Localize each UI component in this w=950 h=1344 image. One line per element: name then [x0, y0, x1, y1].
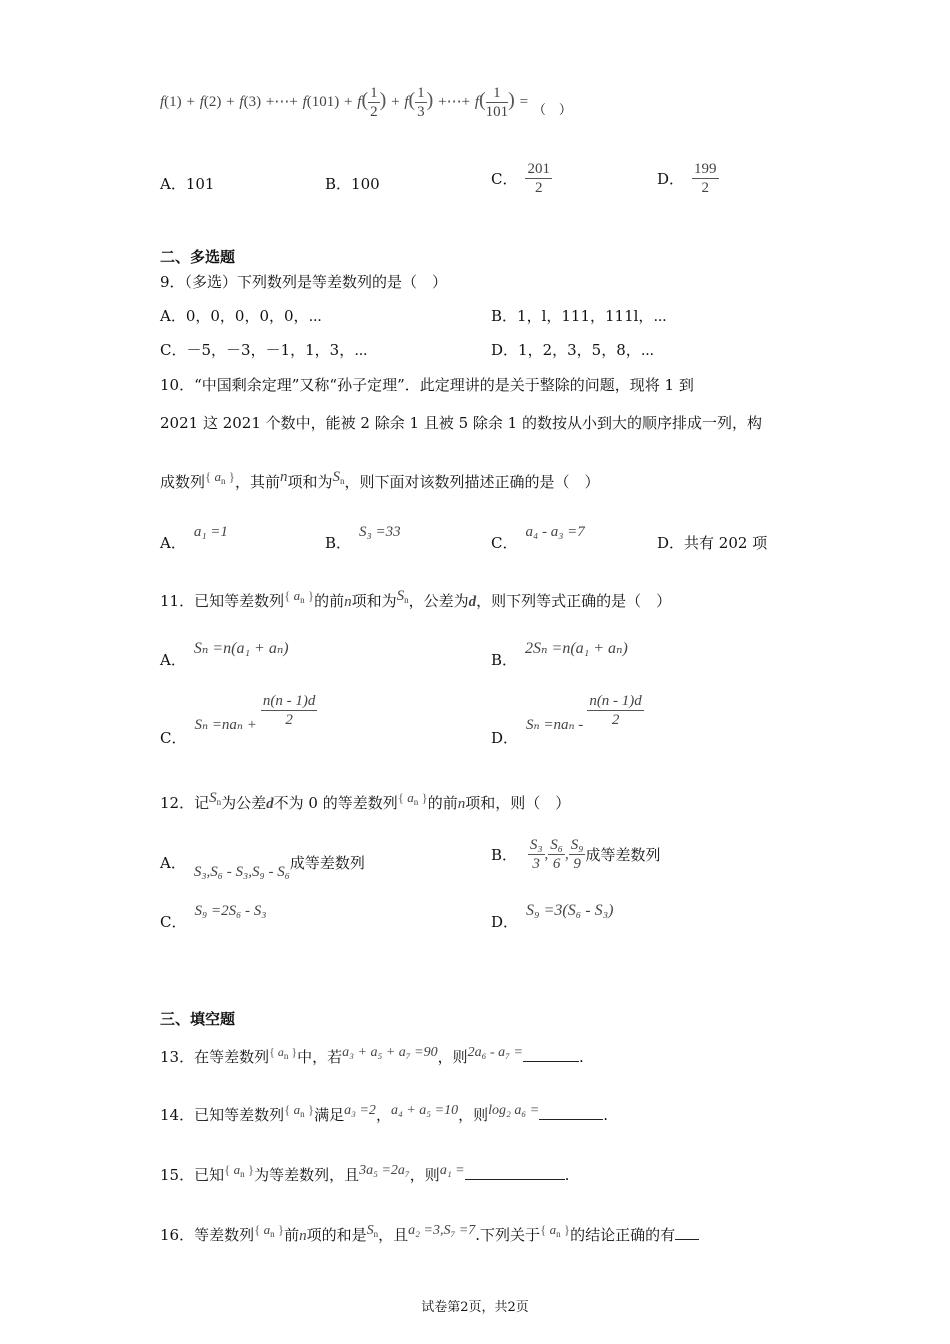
q8-option-a: A．101 — [160, 175, 215, 193]
q9-option-c: C．－5，－3，－1，1，3，⋯ — [160, 341, 368, 359]
q14-answer-blank[interactable] — [539, 1105, 603, 1120]
q8-expression: f(1) + f(2) + f(3) +⋯+ f(101) + f( $\frac{1}{2}$ ) + f( $\frac{1}{3}$ ) +⋯+ f( $\frac{1}{101}$ ) = （ ） — [160, 84, 572, 120]
q10-option-c: C．a₄ - a₃ =7 — [491, 524, 585, 552]
q16-answer-blank[interactable] — [675, 1225, 699, 1240]
q11-option-d: D．Sₙ =naₙ - $\frac{n(n - 1)d}{2}$ — [491, 693, 642, 747]
q10-option-d: D．共有 202 项 — [657, 534, 768, 552]
q16: 16．等差数列$^{\{ a_n \}}$前n项的和是$^{S_n}$，且$^{a_2 =3,S_7 =7}$.下列关于$^{\{ a_n \}}$的结论正确的有 — [160, 1214, 699, 1252]
fraction-1-3: $\frac{1}{3}$ — [417, 84, 425, 120]
q9-stem: 9．（多选）下列数列是等差数列的是（ ） — [160, 273, 448, 291]
q10-option-b: B．S₃ =33 — [325, 524, 401, 552]
q12-option-b: B． $\frac{\text{S₃}}{3}$ , $\frac{\text{S₆}}{6}$ , $\frac{\text{S₉}}{9}$ 成等差数列 — [491, 837, 661, 872]
q15-answer-blank[interactable] — [465, 1165, 565, 1180]
q13: 13．在等差数列$^{\{ a_n \}}$中，若$^{a_3 + a_5 + a_7 =90}$，则$^{2a_6 - a_7 =}$ . — [160, 1045, 584, 1066]
q10-line-1: 10．“中国剩余定理”又称“孙子定理”．此定理讲的是关于整除的问题，现将 1 到 — [160, 376, 694, 394]
q11-option-a: A．Sₙ =n(a₁ + aₙ) — [160, 640, 289, 669]
q9-option-a: A．0，0，0，0，0，⋯ — [160, 307, 323, 325]
q9-option-b: B．1，l，111，111l，⋯ — [491, 307, 667, 325]
q12-option-a: A． S₃,S₆ - S₃,S₉ - S₆成等差数列 — [160, 854, 365, 880]
fraction-1-2: $\frac{1}{2}$ — [370, 84, 378, 120]
q14: 14．已知等差数列$^{\{ a_n \}}$满足$^{a_3 =2}$，$^{a_4 + a_5 =10}$，则$^{log_2 a_6 =}$ . — [160, 1102, 608, 1124]
q13-answer-blank[interactable] — [523, 1047, 579, 1062]
q10-line-3: 成数列$^{\{ a_n \}}$，其前$^n$项和为$^{S_n}$，则下面对该数列描述正确的是（ ） — [160, 469, 600, 491]
q10-line-2: 2021 这 2021 个数中，能被 2 除余 1 且被 5 除余 1 的数按从小到大的顺序排成一列，构 — [160, 414, 762, 432]
q9-option-d: D．1，2，3，5，8，⋯ — [491, 341, 655, 359]
section-heading-fill-in: 三、填空题 — [160, 1010, 236, 1028]
q11-stem: 11．已知等差数列$^{\{ a_n \}}$的前n项和为$^{S_n}$，公差为d，则下列等式正确的是（ ） — [160, 588, 672, 610]
q8-option-d: D． $\frac{199}{2}$ — [657, 161, 717, 196]
fraction-1-101: $\frac{1}{101}$ — [485, 84, 509, 120]
q12-option-d: D．S₉ =3(S₆ - S₃) — [491, 902, 614, 931]
section-heading-multiple-choice: 二、多选题 — [160, 248, 236, 266]
q11-option-b: B．2Sₙ =n(a₁ + aₙ) — [491, 640, 628, 669]
q12-option-c: C．S₉ =2S₆ - S₃ — [160, 903, 267, 931]
page-footer: 试卷第2页，共2页 — [421, 1300, 529, 1315]
q8-option-c: C． $\frac{201}{2}$ — [491, 161, 550, 196]
q15: 15．已知$^{\{ a_n \}}$为等差数列，且$^{3a_5 =2a_7}$，则$^{a_1 =}$ . — [160, 1162, 570, 1184]
q10-option-a: A．a₁ =1 — [160, 524, 228, 552]
q8-option-b: B．100 — [325, 175, 380, 193]
q12-stem: 12．记$^{S_n}$为公差d不为 0 的等差数列$^{\{ a_n \}}$的前n项和，则（ ） — [160, 790, 571, 812]
q11-option-c: C．Sₙ =naₙ + $\frac{n(n - 1)d}{2}$ — [160, 693, 316, 747]
